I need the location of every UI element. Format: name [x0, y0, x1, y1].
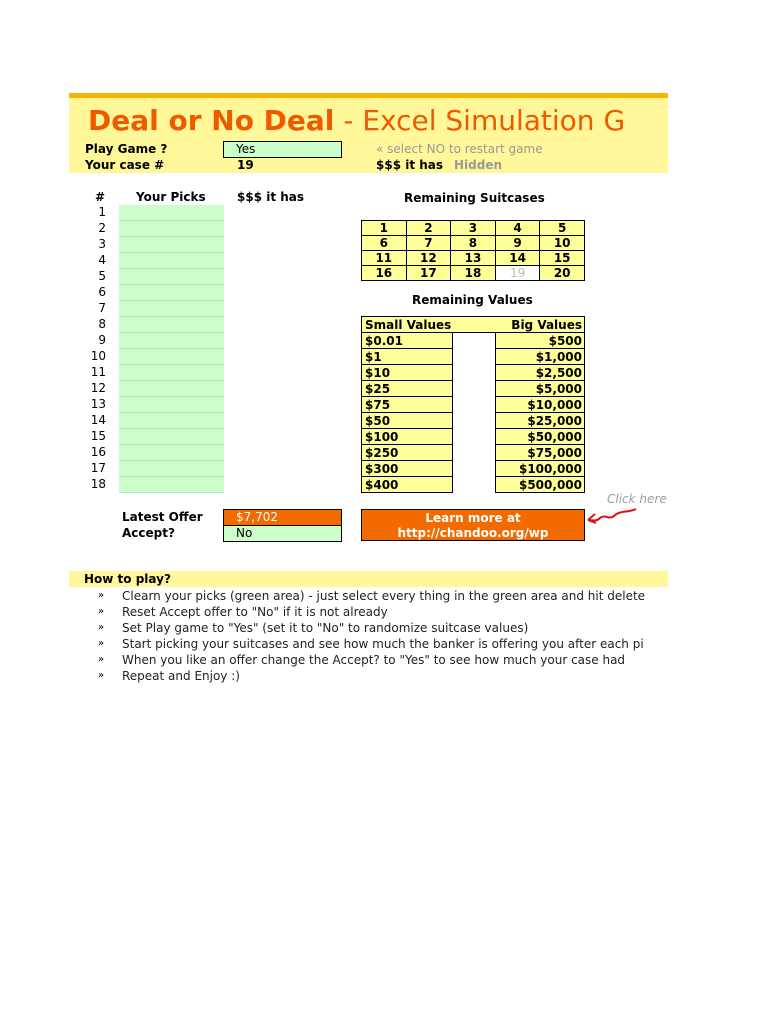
- suitcase-cell[interactable]: 9: [495, 236, 540, 251]
- pick-cell[interactable]: [119, 477, 224, 493]
- pick-row-number: 12: [90, 381, 106, 395]
- small-value: $75: [362, 397, 452, 413]
- bullet-icon: »: [98, 606, 105, 617]
- your-case-value: 19: [237, 158, 254, 172]
- value-row: [362, 413, 584, 429]
- value-row: [362, 445, 584, 461]
- small-value: $50: [362, 413, 452, 429]
- accept-label: Accept?: [122, 526, 175, 540]
- suitcase-cell[interactable]: 11: [362, 251, 407, 266]
- pick-row-number: 8: [98, 317, 106, 331]
- picks-col-picks: Your Picks: [136, 190, 206, 204]
- suitcases-title: Remaining Suitcases: [404, 191, 545, 205]
- arrow-icon: [584, 506, 640, 528]
- small-values-header: Small Values: [362, 317, 496, 333]
- pick-cell[interactable]: [119, 429, 224, 445]
- big-value: $50,000: [496, 429, 584, 445]
- suitcase-cell[interactable]: 6: [362, 236, 407, 251]
- learn-more-button[interactable]: [361, 509, 585, 541]
- pick-cell[interactable]: [119, 365, 224, 381]
- pick-cell[interactable]: [119, 301, 224, 317]
- pick-cell[interactable]: [119, 221, 224, 237]
- values-header-row: [362, 317, 584, 333]
- play-game-cell[interactable]: Yes: [223, 141, 342, 158]
- pick-cell[interactable]: [119, 445, 224, 461]
- small-value: $400: [362, 477, 452, 493]
- pick-row-number: 3: [98, 237, 106, 251]
- suitcase-cell[interactable]: 18: [451, 266, 496, 281]
- suitcase-cell[interactable]: 3: [451, 221, 496, 236]
- big-value: $100,000: [496, 461, 584, 477]
- suitcase-cell[interactable]: 19: [495, 266, 540, 281]
- learn-more-link[interactable]: http://chandoo.org/wp: [397, 526, 549, 540]
- pick-row-number: 9: [98, 333, 106, 347]
- suitcase-cell[interactable]: 14: [495, 251, 540, 266]
- click-here-note: Click here: [607, 492, 667, 506]
- pick-cell[interactable]: [119, 269, 224, 285]
- pick-cell[interactable]: [119, 349, 224, 365]
- bullet-icon: »: [98, 654, 105, 665]
- suitcase-cell[interactable]: 16: [362, 266, 407, 281]
- pick-cell[interactable]: [119, 413, 224, 429]
- pick-cell[interactable]: [119, 381, 224, 397]
- how-to-step: Reset Accept offer to "No" if it is not already: [122, 605, 388, 619]
- how-to-step: When you like an offer change the Accept? to "Yes" to see how much your case had: [122, 653, 626, 667]
- suitcase-cell[interactable]: 2: [406, 221, 451, 236]
- how-to-step: Repeat and Enjoy :): [122, 669, 240, 683]
- value-row: [362, 429, 584, 445]
- suitcase-cell[interactable]: 17: [406, 266, 451, 281]
- suitcase-cell[interactable]: 12: [406, 251, 451, 266]
- suitcase-cell[interactable]: 8: [451, 236, 496, 251]
- learn-more-line1: Learn more at: [425, 511, 521, 525]
- pick-row-number: 18: [90, 477, 106, 491]
- pick-row-number: 13: [90, 397, 106, 411]
- pick-row-number: 7: [98, 301, 106, 315]
- pick-row-number: 4: [98, 253, 106, 267]
- value-row: [362, 365, 584, 381]
- case-has-label: $$$ it has: [376, 158, 444, 172]
- bullet-icon: »: [98, 638, 105, 649]
- pick-row-number: 15: [90, 429, 106, 443]
- pick-cell[interactable]: [119, 333, 224, 349]
- value-row: [362, 461, 584, 477]
- suitcase-cell[interactable]: 1: [362, 221, 407, 236]
- big-value: $500,000: [496, 477, 584, 493]
- page-title: [88, 103, 625, 139]
- pick-row-number: 10: [90, 349, 106, 363]
- suitcase-cell[interactable]: 5: [540, 221, 585, 236]
- pick-row-number: 17: [90, 461, 106, 475]
- pick-cell[interactable]: [119, 237, 224, 253]
- value-row: [362, 333, 584, 349]
- picks-col-num: #: [95, 190, 106, 204]
- play-game-hint: « select NO to restart game: [376, 142, 543, 156]
- pick-row-number: 2: [98, 221, 106, 235]
- picks-col-has: $$$ it has: [237, 190, 305, 204]
- pick-cell[interactable]: [119, 253, 224, 269]
- title-rest: - Excel Simulation G: [334, 104, 626, 137]
- small-value: $100: [362, 429, 452, 445]
- small-value: $0.01: [362, 333, 452, 349]
- suitcase-cell[interactable]: 13: [451, 251, 496, 266]
- big-value: $25,000: [496, 413, 584, 429]
- value-row: [362, 381, 584, 397]
- small-value: $25: [362, 381, 452, 397]
- play-game-label: Play Game ?: [85, 142, 168, 156]
- pick-row-number: 6: [98, 285, 106, 299]
- small-value: $250: [362, 445, 452, 461]
- latest-offer-label: Latest Offer: [122, 510, 203, 524]
- small-value: $10: [362, 365, 452, 381]
- big-values-header: Big Values: [496, 317, 584, 333]
- value-row: [362, 397, 584, 413]
- values-title: Remaining Values: [412, 293, 533, 307]
- value-row: [362, 477, 584, 493]
- big-value: $10,000: [496, 397, 584, 413]
- suitcase-cell[interactable]: 4: [495, 221, 540, 236]
- pick-cell[interactable]: [119, 397, 224, 413]
- small-value: $1: [362, 349, 452, 365]
- pick-cell[interactable]: [119, 461, 224, 477]
- suitcase-cell[interactable]: 20: [540, 266, 585, 281]
- values-table: [361, 316, 585, 493]
- pick-row-number: 5: [98, 269, 106, 283]
- how-to-step: Set Play game to "Yes" (set it to "No" to randomize suitcase values): [122, 621, 529, 635]
- pick-row-number: 1: [98, 205, 106, 219]
- case-has-value: Hidden: [454, 158, 503, 172]
- how-to-step: Start picking your suitcases and see how much the banker is offering you after each pi: [122, 637, 644, 651]
- pick-cell[interactable]: [119, 205, 224, 221]
- pick-row-number: 16: [90, 445, 106, 459]
- your-case-label: Your case #: [85, 158, 165, 172]
- big-value: $75,000: [496, 445, 584, 461]
- accept-cell[interactable]: No: [223, 525, 342, 542]
- latest-offer-value: $7,702: [223, 509, 342, 526]
- title-main: Deal or No Deal: [88, 104, 335, 137]
- big-value: $500: [496, 333, 584, 349]
- how-to-play-title: How to play?: [84, 572, 171, 586]
- how-to-step: Clearn your picks (green area) - just select every thing in the green area and hit delete: [122, 589, 646, 603]
- small-value: $300: [362, 461, 452, 477]
- suitcase-cell[interactable]: 10: [540, 236, 585, 251]
- big-value: $5,000: [496, 381, 584, 397]
- suitcase-cell[interactable]: 7: [406, 236, 451, 251]
- pick-row-number: 14: [90, 413, 106, 427]
- big-value: $1,000: [496, 349, 584, 365]
- suitcases-grid: [361, 220, 585, 281]
- value-row: [362, 349, 584, 365]
- pick-cell[interactable]: [119, 285, 224, 301]
- pick-cell[interactable]: [119, 317, 224, 333]
- bullet-icon: »: [98, 670, 105, 681]
- bullet-icon: »: [98, 590, 105, 601]
- pick-row-number: 11: [90, 365, 106, 379]
- big-value: $2,500: [496, 365, 584, 381]
- suitcase-cell[interactable]: 15: [540, 251, 585, 266]
- bullet-icon: »: [98, 622, 105, 633]
